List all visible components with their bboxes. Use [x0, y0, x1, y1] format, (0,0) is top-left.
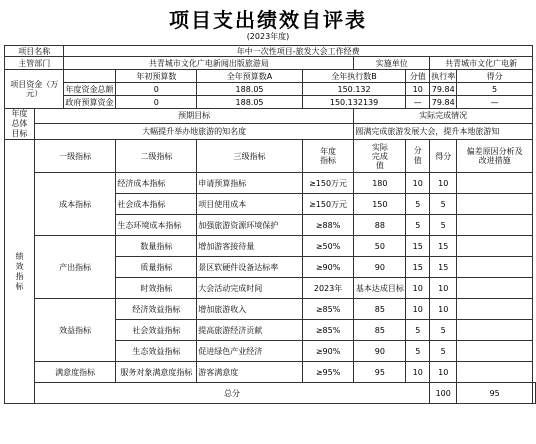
header-target: 年度指标 — [302, 140, 354, 173]
ind-row-l3: 加强旅游资源环境保护 — [197, 215, 303, 236]
evaluation-table — [4, 45, 536, 404]
ind-row-l2: 服务对象满意度指标 — [116, 362, 197, 383]
funds-header-budget: 全年预算数A — [197, 70, 303, 83]
ind-row-target: ≥150万元 — [302, 194, 354, 215]
ind-row-l3: 游客满意度 — [197, 362, 303, 383]
ind-row-target: ≥150万元 — [302, 173, 354, 194]
level1-benefit: 效益指标 — [34, 299, 116, 362]
ind-row-l3: 申请预算指标 — [197, 173, 303, 194]
ind-row-deviation — [457, 299, 533, 320]
funds-row-gov-executed: 150.132139 — [302, 96, 406, 109]
header-weight: 分值 — [406, 140, 430, 173]
ind-row-l2: 数量指标 — [116, 236, 197, 257]
ind-row-score: 5 — [430, 341, 457, 362]
ind-row-actual: 95 — [354, 362, 406, 383]
ind-row-weight: 5 — [406, 215, 430, 236]
funds-row-gov-initial: 0 — [116, 96, 197, 109]
ind-row-weight: 15 — [406, 236, 430, 257]
ind-row-score: 10 — [430, 173, 457, 194]
ind-row-actual: 150 — [354, 194, 406, 215]
ind-row-deviation — [457, 362, 533, 383]
ind-row-weight: 10 — [406, 362, 430, 383]
indicators-section-label: 绩效指标 — [5, 140, 35, 404]
ind-row-weight: 10 — [406, 299, 430, 320]
ind-row-l2: 生态效益指标 — [116, 341, 197, 362]
total-deviation — [533, 383, 536, 404]
ind-row-actual: 50 — [354, 236, 406, 257]
ind-row-score: 5 — [430, 215, 457, 236]
ind-row-score: 5 — [430, 194, 457, 215]
ind-row-actual: 90 — [354, 341, 406, 362]
ind-row-target: ≥95% — [302, 362, 354, 383]
header-actual: 实际完成值 — [354, 140, 406, 173]
header-deviation: 偏差原因分析及改进措施 — [457, 140, 533, 173]
ind-row-target: ≥90% — [302, 341, 354, 362]
project-name-label: 项目名称 — [5, 46, 64, 57]
ind-row-actual: 基本达成目标 — [354, 278, 406, 299]
actual-goal-value: 圆满完成旅游发展大会，提升本地旅游知 — [354, 123, 533, 139]
project-name-value: 年中一次性项目-旅发大会工作经费 — [64, 46, 533, 57]
dept-value: 共青城市文化广电新闻出版旅游局 — [64, 57, 354, 70]
header-level2: 二级指标 — [116, 140, 197, 173]
ind-row-weight: 10 — [406, 278, 430, 299]
ind-row-target: ≥88% — [302, 215, 354, 236]
page-subtitle: (2023年度) — [246, 32, 290, 41]
ind-row-target: ≥85% — [302, 320, 354, 341]
funds-row-gov-score: — — [457, 96, 533, 109]
funds-header-weight: 分值 — [406, 70, 430, 83]
page-title: 项目支出绩效自评表 — [169, 8, 367, 32]
funds-row-total-weight: 10 — [406, 83, 430, 96]
funds-header-rate: 执行率 — [431, 71, 456, 81]
expected-goal-value: 大幅提升举办地旅游的知名度 — [34, 123, 353, 139]
ind-row-weight: 5 — [406, 194, 430, 215]
ind-row-deviation — [457, 320, 533, 341]
funds-row-gov-budget: 188.05 — [197, 96, 303, 109]
ind-row-l2: 质量指标 — [116, 257, 197, 278]
total-score: 95 — [457, 383, 533, 404]
ind-row-l3: 提高旅游经济贡献 — [197, 320, 303, 341]
ind-row-l2: 经济效益指标 — [116, 299, 197, 320]
funds-row-total-label: 年度资金总额 — [64, 83, 116, 96]
ind-row-weight: 5 — [406, 341, 430, 362]
ind-row-actual: 85 — [354, 299, 406, 320]
level1-output: 产出指标 — [34, 236, 116, 299]
ind-row-l3: 促进绿色产业经济 — [197, 341, 303, 362]
ind-row-l3: 大会活动完成时间 — [197, 278, 303, 299]
ind-row-l2: 经济成本指标 — [116, 173, 197, 194]
ind-row-deviation — [457, 257, 533, 278]
ind-row-l2: 生态环境成本指标 — [116, 215, 197, 236]
ind-row-target: 2023年 — [302, 278, 354, 299]
header-level3: 三级指标 — [197, 140, 303, 173]
ind-row-weight: 5 — [406, 320, 430, 341]
ind-row-deviation — [457, 341, 533, 362]
ind-row-l3: 增加游客接待量 — [197, 236, 303, 257]
ind-row-l2: 社会成本指标 — [116, 194, 197, 215]
funds-label: 项目资金（万元） — [5, 70, 64, 109]
header-score: 得分 — [430, 140, 457, 173]
level1-cost: 成本指标 — [34, 173, 116, 236]
ind-row-weight: 10 — [406, 173, 430, 194]
ind-row-actual: 85 — [354, 320, 406, 341]
ind-row-deviation — [457, 236, 533, 257]
ind-row-deviation — [457, 194, 533, 215]
dept-label: 主管部门 — [5, 57, 64, 70]
unit-label: 实施单位 — [354, 57, 430, 70]
ind-row-score: 10 — [430, 362, 457, 383]
ind-row-actual: 90 — [354, 257, 406, 278]
goals-label: 年度总体目标 — [5, 109, 35, 140]
ind-row-l2: 时效指标 — [116, 278, 197, 299]
ind-row-actual: 180 — [354, 173, 406, 194]
funds-row-total-initial: 0 — [116, 83, 197, 96]
ind-row-deviation — [457, 215, 533, 236]
ind-row-score: 5 — [430, 320, 457, 341]
ind-row-l3: 景区软硬件设备达标率 — [197, 257, 303, 278]
funds-header-executed: 全年执行数B — [302, 70, 406, 83]
funds-header-score: 得分 — [457, 70, 533, 83]
funds-row-total-executed: 150.132 — [302, 83, 406, 96]
expected-goal-label: 预期目标 — [34, 109, 353, 124]
ind-row-deviation — [457, 278, 533, 299]
ind-row-score: 15 — [430, 236, 457, 257]
funds-row-total-rate: 79.84 — [430, 83, 457, 96]
ind-row-l3: 增加旅游收入 — [197, 299, 303, 320]
funds-row-gov-rate: 79.84 — [430, 96, 457, 109]
unit-value: 共青城市文化广电新 — [430, 57, 533, 70]
ind-row-actual: 88 — [354, 215, 406, 236]
ind-row-score: 10 — [430, 299, 457, 320]
ind-row-deviation — [457, 173, 533, 194]
funds-row-gov-weight: — — [406, 96, 430, 109]
ind-row-target: ≥90% — [302, 257, 354, 278]
ind-row-score: 10 — [430, 278, 457, 299]
ind-row-target: ≥50% — [302, 236, 354, 257]
ind-row-score: 15 — [430, 257, 457, 278]
total-label: 总分 — [34, 383, 429, 404]
funds-row-total-budget: 188.05 — [197, 83, 303, 96]
funds-row-gov-label: 政府预算资金 — [64, 96, 116, 109]
header-level1: 一级指标 — [34, 140, 116, 173]
ind-row-l2: 社会效益指标 — [116, 320, 197, 341]
ind-row-l3: 项目使用成本 — [197, 194, 303, 215]
ind-row-target: ≥85% — [302, 299, 354, 320]
level1-satisfaction: 满意度指标 — [34, 362, 116, 383]
actual-goal-label: 实际完成情况 — [354, 109, 533, 124]
funds-header-initial: 年初预算数 — [116, 70, 197, 83]
funds-row-total-score: 5 — [457, 83, 533, 96]
total-weight: 100 — [430, 383, 457, 404]
ind-row-weight: 15 — [406, 257, 430, 278]
